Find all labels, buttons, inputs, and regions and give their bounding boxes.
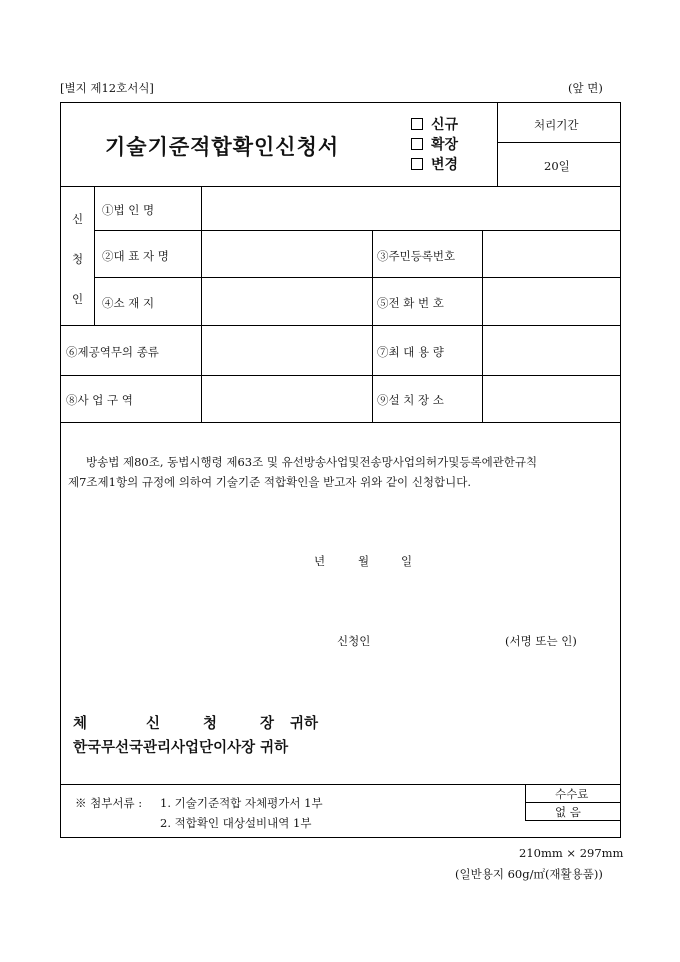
option-new[interactable]: 신규 [411, 115, 458, 135]
addressee-2: 한국무선국관리사업단이사장 귀하 [73, 739, 289, 756]
corp-name-label: ①법 인 명 [102, 203, 155, 217]
addressee-1-char-4: 장 [260, 715, 275, 732]
max-capacity-field[interactable] [483, 326, 620, 375]
form-number: [별지 제12호서식] [60, 81, 154, 95]
statement-line-2: 제7조제1항의 규정에 의하여 기술기준 적합확인을 받고자 위와 같이 신청합니다. [68, 475, 472, 489]
max-capacity-label: ⑦최 대 용 량 [377, 345, 444, 359]
corp-name-field[interactable] [202, 187, 620, 230]
address-label: ④소 재 지 [102, 296, 155, 310]
form-title: 기술기준적합확인신청서 [105, 134, 340, 159]
option-expand[interactable]: 확장 [411, 135, 458, 155]
reg-number-label: ③주민등록번호 [377, 249, 456, 263]
install-location-field[interactable] [483, 376, 620, 422]
option-change[interactable]: 변경 [411, 155, 458, 175]
address-field[interactable] [202, 278, 372, 325]
fee-value: 없 음 [555, 805, 581, 819]
phone-label: ⑤전 화 번 호 [377, 296, 444, 310]
applicant-group-char-1: 신 [72, 212, 84, 226]
reg-number-field[interactable] [483, 231, 620, 277]
checkbox-change[interactable] [411, 158, 423, 170]
checkbox-expand[interactable] [411, 138, 423, 150]
addressee-1-char-3: 청 [203, 715, 218, 732]
fee-label: 수수료 [555, 787, 589, 801]
signature-placeholder: (서명 또는 인) [505, 634, 577, 648]
addressee-1-char-1: 체 [73, 715, 88, 732]
attachments-prefix: ※ 첨부서류 : [75, 796, 143, 810]
rep-name-field[interactable] [202, 231, 372, 277]
attachment-item-2: 2. 적합확인 대상설비내역 1부 [160, 816, 312, 830]
business-area-label: ⑧사 업 구 역 [66, 393, 133, 407]
date-month: 월 [358, 554, 370, 568]
paper-size: 210mm × 297mm [519, 846, 624, 860]
date-day: 일 [401, 554, 413, 568]
rep-name-label: ②대 표 자 명 [102, 249, 169, 263]
processing-period-label: 처리기간 [534, 118, 579, 132]
business-area-field[interactable] [202, 376, 372, 422]
install-location-label: ⑨설 치 장 소 [377, 393, 444, 407]
applicant-group-char-2: 청 [72, 252, 84, 266]
service-type-label: ⑥제공역무의 종류 [66, 345, 159, 359]
addressee-1-char-2: 신 [146, 715, 161, 732]
applicant-group-char-3: 인 [72, 292, 84, 306]
applicant-sign-label: 신청인 [337, 634, 371, 648]
processing-period-value: 20일 [544, 159, 570, 173]
attachment-item-1: 1. 기술기준적합 자체평가서 1부 [160, 796, 323, 810]
phone-field[interactable] [483, 278, 620, 325]
addressee-1-suffix: 귀하 [290, 715, 319, 732]
date-year: 년 [314, 554, 326, 568]
paper-type: (일반용지 60g/㎡(재활용품)) [455, 867, 603, 881]
statement-line-1: 방송법 제80조, 동법시행령 제63조 및 유선방송사업및전송망사업의허가및등록에관한규칙 [86, 455, 538, 469]
service-type-field[interactable] [202, 326, 372, 375]
page-side: (앞 면) [568, 81, 603, 95]
application-type-options [411, 115, 458, 175]
checkbox-new[interactable] [411, 118, 423, 130]
